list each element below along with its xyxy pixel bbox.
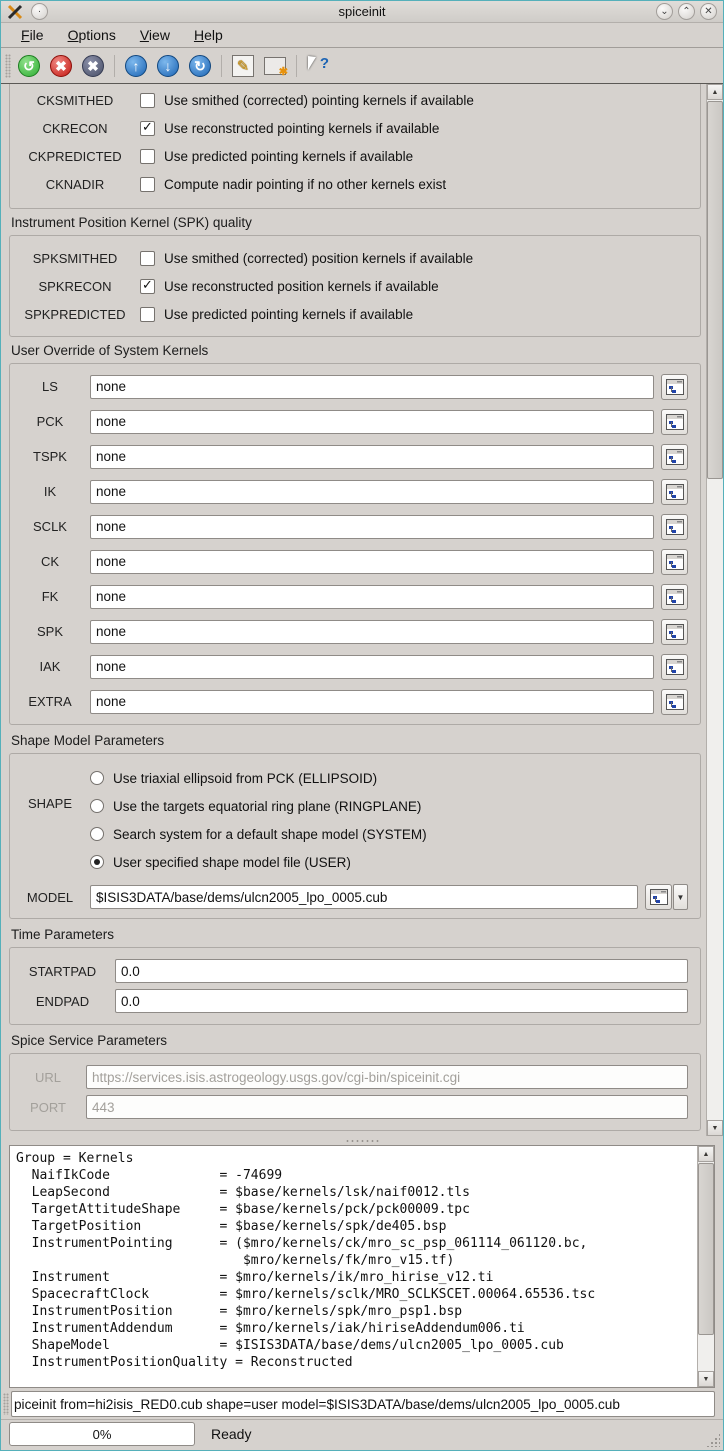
ik-input[interactable] [90, 480, 654, 504]
go-button[interactable] [15, 52, 43, 80]
ls-input[interactable] [90, 375, 654, 399]
field-name: FK [41, 589, 59, 604]
endpad-input[interactable] [115, 989, 688, 1013]
param-name: SPKRECON [38, 278, 112, 294]
spk-browse-button[interactable] [661, 619, 688, 645]
service-field-row [10, 1062, 700, 1092]
chevron-down-icon: ▼ [676, 892, 685, 902]
param-name: CKNADIR [45, 176, 105, 192]
fk-browse-button[interactable] [661, 584, 688, 610]
kernel-field-row [10, 614, 700, 649]
close-button[interactable] [700, 3, 717, 20]
param-row [10, 86, 700, 114]
command-line-input[interactable] [11, 1391, 715, 1417]
file-browse-icon [666, 694, 684, 710]
file-browse-icon [666, 519, 684, 535]
file-browse-icon [666, 624, 684, 640]
kernel-field-row [10, 649, 700, 684]
ck-input[interactable] [90, 550, 654, 574]
spksmithed-checkbox[interactable] [140, 251, 155, 266]
service-section-title: Spice Service Parameters [11, 1033, 168, 1048]
chevron-up-icon: ⌃ [682, 5, 691, 17]
log-line: InstrumentAddendum = $mro/kernels/iak/hiriseAddendum006.ti [16, 1321, 525, 1336]
ck-browse-button[interactable] [661, 549, 688, 575]
form-scrollbar[interactable] [706, 84, 723, 1136]
log-line: SpacecraftClock = $mro/kernels/sclk/MRO_SCLKSCET.00064.65536.tsc [16, 1287, 596, 1302]
whats-this-button[interactable] [304, 52, 332, 80]
startpad-input[interactable] [115, 959, 688, 983]
redo-icon: ↻ [189, 55, 211, 77]
shape-option-row [90, 792, 688, 820]
log-line: TargetPosition = $base/kernels/spk/de405.bsp [16, 1219, 447, 1234]
shape-group [9, 753, 701, 919]
param-row [10, 142, 700, 170]
shape-ellipsoid-radio[interactable] [90, 771, 104, 785]
splitter-dots-icon [345, 1139, 379, 1143]
log-line: TargetAttitudeShape = $base/kernels/pck/pck00009.tpc [16, 1202, 470, 1217]
go-icon: ↺ [18, 55, 40, 77]
ls-browse-button[interactable] [661, 374, 688, 400]
time-section-title: Time Parameters [11, 927, 115, 942]
spkrecon-checkbox[interactable] [140, 279, 155, 294]
scroll-up-arrow[interactable]: ▲ [707, 84, 723, 100]
scroll-down-arrow[interactable]: ▼ [698, 1371, 714, 1387]
splitter-handle[interactable] [1, 1136, 723, 1145]
shape-option-row [90, 848, 688, 876]
reset-button[interactable] [186, 52, 214, 80]
spkpredicted-checkbox[interactable] [140, 307, 155, 322]
param-row [10, 170, 700, 198]
exit-button[interactable] [79, 52, 107, 80]
ckrecon-checkbox[interactable] [140, 121, 155, 136]
sclk-browse-button[interactable] [661, 514, 688, 540]
new-window-button[interactable] [261, 52, 289, 80]
kernel-field-row [10, 509, 700, 544]
save-log-icon: ✎ [232, 55, 254, 77]
model-dropdown-button[interactable] [673, 884, 688, 910]
log-line: ShapeModel = $ISIS3DATA/base/dems/ulcn2005_lpo_0005.cub [16, 1338, 564, 1353]
shade-button[interactable] [656, 3, 673, 20]
field-name: CK [40, 554, 60, 569]
param-desc: Use reconstructed position kernels if available [164, 278, 439, 294]
param-desc: Use smithed (corrected) position kernels if available [164, 250, 474, 266]
service-field-row [10, 1092, 700, 1122]
pck-browse-button[interactable] [661, 409, 688, 435]
shape-ringplane-radio[interactable] [90, 799, 104, 813]
param-row [10, 114, 700, 142]
param-desc: Use smithed (corrected) pointing kernels if available [164, 92, 474, 108]
service-group [9, 1053, 701, 1131]
ik-browse-button[interactable] [661, 479, 688, 505]
tspk-input[interactable] [90, 445, 654, 469]
file-browse-icon [650, 889, 668, 905]
spk-input[interactable] [90, 620, 654, 644]
shape-user-radio[interactable] [90, 855, 104, 869]
menu-file[interactable]: File [21, 27, 44, 43]
command-row [1, 1388, 723, 1419]
spk-quality-group [9, 235, 701, 337]
cknadir-checkbox[interactable] [140, 177, 155, 192]
menu-options[interactable]: Options [67, 27, 116, 43]
menu-help[interactable]: Help [193, 27, 223, 43]
menu-view[interactable]: View [139, 27, 170, 43]
param-desc: Use reconstructed pointing kernels if available [164, 120, 440, 136]
file-browse-icon [666, 379, 684, 395]
field-name: EXTRA [28, 694, 72, 709]
app-icon[interactable] [7, 4, 23, 20]
log-line: InstrumentPosition = $mro/kernels/spk/mro_psp1.bsp [16, 1304, 463, 1319]
kernel-field-row [10, 684, 700, 719]
command-drag-handle[interactable] [3, 1393, 9, 1415]
radio-label: User specified shape model file (USER) [113, 854, 351, 870]
param-desc: Use predicted pointing kernels if available [164, 306, 414, 322]
kernel-field-row [10, 474, 700, 509]
window-title: spiceinit [338, 4, 386, 19]
fk-input[interactable] [90, 585, 654, 609]
field-name: TSPK [33, 449, 67, 464]
status-message: Ready [211, 1426, 252, 1442]
param-name: CKRECON [42, 120, 108, 136]
statusbar [1, 1419, 723, 1450]
param-desc: Use predicted pointing kernels if available [164, 148, 414, 164]
param-name: SPKSMITHED [32, 250, 118, 266]
radio-label: Use the targets equatorial ring plane (RINGPLANE) [113, 798, 422, 814]
log-line: Group = Kernels [16, 1151, 134, 1166]
spk-section-title: Instrument Position Kernel (SPK) quality [11, 215, 252, 230]
param-desc: Compute nadir pointing if no other kernels exist [164, 176, 447, 192]
param-name: SPKPREDICTED [24, 306, 126, 322]
new-window-icon: ✱ [264, 57, 286, 75]
radio-label: Use triaxial ellipsoid from PCK (ELLIPSOID) [113, 770, 378, 786]
toolbar-drag-handle[interactable] [5, 54, 11, 78]
field-name: IK [43, 484, 57, 499]
time-group [9, 947, 701, 1025]
field-name: LS [42, 379, 58, 394]
tspk-browse-button[interactable] [661, 444, 688, 470]
field-name: PORT [30, 1099, 66, 1115]
shape-option-row [90, 820, 688, 848]
shape-label: SHAPE [27, 795, 73, 811]
url-input [86, 1065, 688, 1089]
close-icon: ✕ [704, 5, 713, 17]
file-browse-icon [666, 484, 684, 500]
toolbar [1, 48, 723, 84]
model-input[interactable] [90, 885, 638, 909]
iak-browse-button[interactable] [661, 654, 688, 680]
toolbar-separator [221, 55, 222, 77]
override-group [9, 363, 701, 725]
radio-label: Search system for a default shape model (SYSTEM) [113, 826, 427, 842]
resize-grip[interactable] [706, 1433, 720, 1447]
file-browse-icon [666, 659, 684, 675]
log-line: $mro/kernels/fk/mro_v15.tf) [16, 1253, 455, 1268]
log-panel[interactable] [9, 1145, 715, 1388]
file-browse-icon [666, 414, 684, 430]
arrow-up-icon: ↑ [125, 55, 147, 77]
stop-button[interactable] [47, 52, 75, 80]
field-name: ENDPAD [35, 993, 90, 1009]
port-input [86, 1095, 688, 1119]
shape-system-radio[interactable] [90, 827, 104, 841]
ckpredicted-checkbox[interactable] [140, 149, 155, 164]
shape-section-title: Shape Model Parameters [11, 733, 165, 748]
toolbar-separator [296, 55, 297, 77]
extra-browse-button[interactable] [661, 689, 688, 715]
shape-option-row [90, 764, 688, 792]
window-menu-button[interactable]: · [31, 3, 48, 20]
whats-this-icon: ? [307, 55, 329, 77]
kernel-field-row [10, 404, 700, 439]
param-row [10, 300, 700, 328]
field-name: PCK [36, 414, 64, 429]
field-name: SCLK [33, 519, 67, 534]
arrow-down-icon: ↓ [157, 55, 179, 77]
file-browse-icon [666, 449, 684, 465]
file-browse-icon [666, 554, 684, 570]
kernel-field-row [10, 544, 700, 579]
menubar [1, 23, 723, 48]
log-line: Instrument = $mro/kernels/ik/mro_hirise_v12.ti [16, 1270, 494, 1285]
override-section-title: User Override of System Kernels [11, 343, 209, 358]
field-name: URL [34, 1069, 61, 1085]
kernel-field-row [10, 439, 700, 474]
model-row [10, 884, 700, 918]
scroll-down-arrow[interactable]: ▼ [707, 1120, 723, 1136]
model-label: MODEL [26, 889, 74, 905]
field-name: IAK [39, 659, 61, 674]
next-history-button[interactable] [154, 52, 182, 80]
time-field-row [10, 986, 700, 1016]
param-name: CKSMITHED [36, 92, 114, 108]
log-line: LeapSecond = $base/kernels/lsk/naif0012.tls [16, 1185, 470, 1200]
kernel-field-row [10, 369, 700, 404]
sclk-input[interactable] [90, 515, 654, 539]
log-line: InstrumentPointing = ($mro/kernels/ck/mro_sc_psp_061114_061120.bc, [16, 1236, 588, 1251]
log-line: NaifIkCode = -74699 [16, 1168, 283, 1183]
field-name: STARTPAD [28, 963, 97, 979]
chevron-down-icon: ⌄ [660, 5, 669, 17]
param-row [10, 272, 700, 300]
parameter-form [1, 84, 723, 1136]
log-scrollbar[interactable] [697, 1146, 714, 1387]
exit-icon: ✖ [82, 55, 104, 77]
log-line: InstrumentPositionQuality = Reconstructed [16, 1355, 353, 1370]
time-field-row [10, 956, 700, 986]
kernel-field-row [10, 579, 700, 614]
scrollbar-thumb[interactable] [698, 1163, 714, 1335]
scroll-up-arrow[interactable]: ▲ [698, 1146, 714, 1162]
stop-icon: ✖ [50, 55, 72, 77]
iak-input[interactable] [90, 655, 654, 679]
toolbar-separator [114, 55, 115, 77]
cksmithed-checkbox[interactable] [140, 93, 155, 108]
param-row [10, 244, 700, 272]
pck-input[interactable] [90, 410, 654, 434]
progress-bar: 0% [9, 1422, 195, 1446]
titlebar[interactable] [1, 1, 723, 23]
extra-input[interactable] [90, 690, 654, 714]
previous-history-button[interactable] [122, 52, 150, 80]
maximize-button[interactable] [678, 3, 695, 20]
file-browse-icon [666, 589, 684, 605]
model-browse-button[interactable] [645, 884, 672, 910]
param-name: CKPREDICTED [28, 148, 122, 164]
scrollbar-thumb[interactable] [707, 101, 723, 479]
field-name: SPK [36, 624, 63, 639]
save-log-button[interactable] [229, 52, 257, 80]
ck-quality-group [9, 84, 701, 209]
